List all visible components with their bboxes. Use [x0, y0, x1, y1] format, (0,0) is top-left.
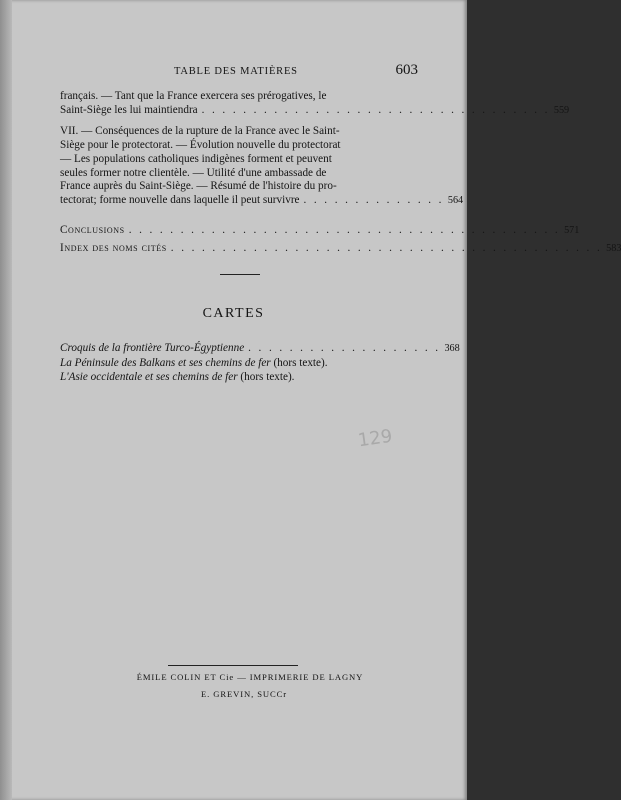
- toc-index: [60, 242, 621, 256]
- toc-page-number: 559: [553, 104, 570, 116]
- toc-page-number: 571: [564, 225, 580, 237]
- carte-title: La Péninsule des Balkans et ses chemins de fer: [60, 357, 271, 369]
- carte-item: [60, 356, 418, 370]
- toc-entry-line: VII. — Conséquences de la rupture de la France avec le Saint-: [60, 124, 340, 137]
- toc-conclusions: [60, 224, 580, 238]
- toc-entry-last-line: [60, 194, 464, 208]
- toc-entry-text: Saint-Siège les lui maintiendra: [60, 103, 198, 116]
- leader-dots: . . . . . . . . . . . . . . . . . . . . . . . . . . . . . . . . . . . . . . . . . .: [170, 242, 603, 255]
- toc-entry-line: France auprès du Saint-Siège. — Résumé de l'histoire du pro-: [60, 180, 337, 193]
- toc-page-number: 583: [606, 243, 621, 255]
- running-title: TABLE DES MATIÈRES: [174, 66, 298, 77]
- toc-entry-line: français. — Tant que la France exercera ses prérogatives, le: [60, 90, 327, 102]
- toc-page-number: 564: [447, 195, 464, 207]
- page-number: 603: [395, 62, 418, 78]
- leader-dots: . . . . . . . . . . . . . . . . . . . . . . . . . . . . . . . . . . . . . . . . . .: [128, 224, 561, 237]
- toc-entry-line: — Les populations catholiques indigènes forment et peuvent: [60, 152, 332, 165]
- leader-dots: . . . . . . . . . . . . . . . . . . .: [248, 342, 441, 354]
- leader-dots: . . . . . . . . . . . . . .: [303, 194, 444, 207]
- carte-title: L'Asie occidentale et ses chemins de fer: [60, 371, 238, 383]
- leader-dots: . . . . . . . . . . . . . . . . . . . . . . . . . . . . . . . . . .: [201, 103, 550, 116]
- toc-entry-text: Index des noms cités: [60, 242, 167, 255]
- carte-note: (hors texte).: [237, 371, 295, 383]
- toc-entry: [60, 90, 570, 118]
- toc-entry-text: tectorat; forme nouvelle dans laquelle il peut survivre: [60, 194, 300, 207]
- toc-entry-text: Conclusions: [60, 224, 125, 237]
- toc-entry-last-line: [60, 103, 570, 118]
- cartes-heading: CARTES: [202, 306, 265, 321]
- printer-successor: E. GREVIN, SUCCr: [200, 689, 288, 699]
- carte-note: (hors texte).: [270, 357, 328, 369]
- table-of-contents: [60, 90, 621, 256]
- carte-item: [60, 370, 418, 384]
- carte-title: Croquis de la frontière Turco-Égyptienne: [60, 342, 245, 354]
- pencil-annotation: 129: [356, 425, 394, 452]
- carte-page-number: 368: [444, 343, 460, 354]
- cartes-list: [60, 341, 460, 384]
- printer-imprint: ÉMILE COLIN ET Cie — IMPRIMERIE DE LAGNY: [136, 672, 364, 682]
- running-header: [60, 62, 418, 82]
- toc-entry: [60, 124, 464, 208]
- carte-item: [60, 341, 460, 356]
- imprint-rule: [168, 665, 298, 666]
- toc-entry-line: seules former notre clientèle. — Utilité d'une ambassade de: [60, 166, 327, 179]
- section-rule: [220, 274, 260, 275]
- toc-entry-line: Siège pour le protectorat. — Évolution nouvelle du protectorat: [60, 138, 341, 151]
